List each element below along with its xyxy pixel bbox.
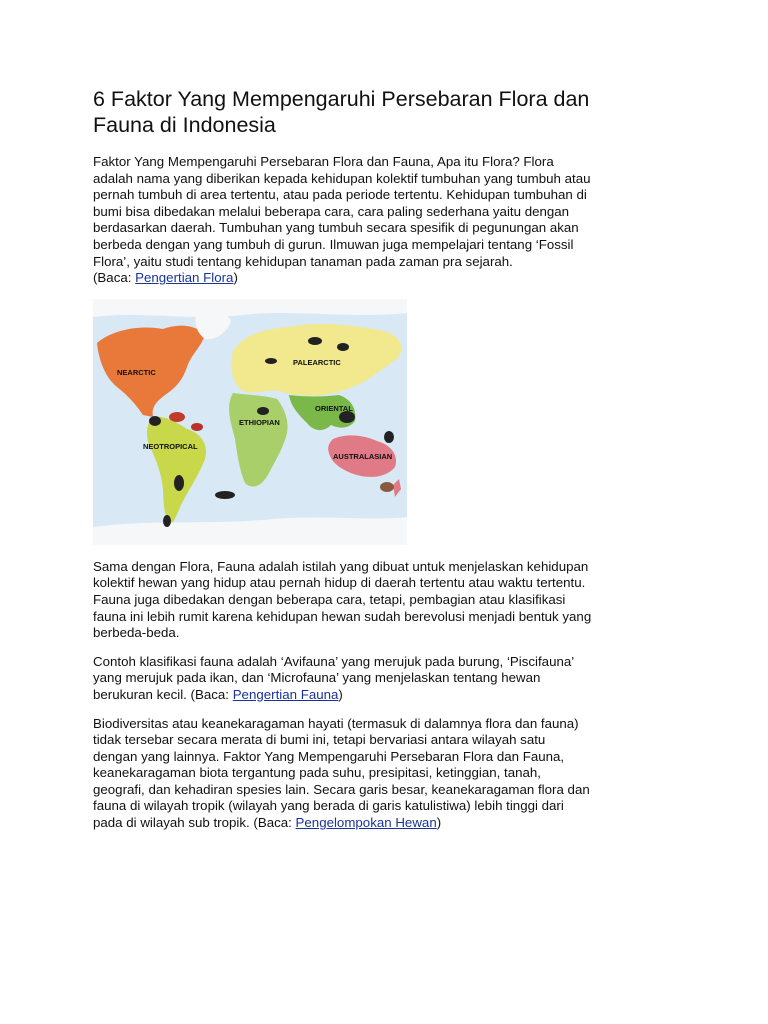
kiwi-icon — [380, 482, 394, 492]
baca-prefix: pada di wilayah sub tropik. (Baca: — [93, 815, 296, 831]
text-line: geografi, dan kehadiran spesies lain. Secara garis besar, keanekaragaman flora dan — [93, 781, 590, 797]
text-line — [93, 815, 683, 832]
text-line: Fauna juga dibedakan dengan beberapa cara, tetapi, pembagian atau klasifikasi — [93, 591, 566, 607]
text-line: Biodiversitas atau keanekaragaman hayati (termasuk di dalamnya flora dan fauna) — [93, 715, 579, 731]
text-line: keanekaragaman biota tergantung pada suhu, presipitasi, ketinggian, tanah, — [93, 765, 541, 781]
label-neotropical: NEOTROPICAL — [143, 441, 198, 451]
text-line: dengan yang lainnya. Faktor Yang Mempengaruhi Persebaran Flora dan Fauna, — [93, 748, 565, 764]
zoogeographic-world-map — [93, 299, 407, 545]
title-line: 6 Faktor Yang Mempengaruhi Persebaran Flora dan — [93, 87, 590, 111]
bird-icon — [337, 343, 349, 351]
bird-icon — [257, 407, 269, 415]
text-line: berdasarkan daerah. Tumbuhan yang tumbuh secara spesifik di pegunungan akan — [93, 220, 579, 236]
text-line: Sama dengan Flora, Fauna adalah istilah yang dibuat untuk menjelaskan kehidupan — [93, 558, 589, 574]
bird-icon — [308, 337, 322, 345]
label-australasian: AUSTRALASIAN — [333, 451, 393, 461]
baca-suffix: ) — [436, 815, 442, 831]
albatross-icon — [215, 491, 235, 499]
parrot-icon — [169, 412, 185, 422]
link-pengertian-fauna[interactable]: Pengertian Fauna — [232, 686, 339, 702]
text-line: berbeda-beda. — [93, 625, 180, 641]
text-line — [93, 270, 683, 287]
paragraph-biodiversitas — [93, 716, 683, 832]
baca-prefix: (Baca: — [93, 270, 136, 286]
paragraph-fauna — [93, 559, 683, 642]
text-line: fauna ini lebih rumit karena kehidupan hewan sudah berevolusi menjadi bentuk yang — [93, 608, 592, 624]
penguin-icon — [174, 475, 184, 491]
text-line: yang merujuk pada ikan, dan ‘Microfauna’ yang menjelaskan tentang hewan — [93, 670, 541, 686]
toucan-icon — [149, 416, 161, 426]
bird-icon — [265, 358, 277, 364]
article-title — [93, 86, 683, 138]
text-line: pernah tumbuh di area tertentu, atau pada periode tertentu. Kehidupan tumbuhan di — [93, 187, 587, 203]
bird-icon — [384, 431, 394, 443]
text-line: adalah nama yang diberikan kepada kehidupan kolektif tumbuhan yang tumbuh atau — [93, 170, 591, 186]
text-line — [93, 687, 683, 704]
text-line: kolektif hewan yang hidup atau pernah hidup di daerah tertentu atau waktu tertentu. — [93, 575, 586, 591]
penguin-icon — [163, 515, 171, 527]
text-line: bumi bisa dibedakan melalui beberapa cara, cara paling sederhana yaitu dengan — [93, 203, 570, 219]
link-pengertian-flora[interactable]: Pengertian Flora — [135, 270, 234, 286]
paragraph-flora — [93, 154, 683, 287]
text-line: berbeda dengan yang tumbuh di gurun. Ilmuwan juga mempelajari tentang ‘Fossil — [93, 236, 574, 252]
label-nearctic: NEARCTIC — [117, 367, 156, 377]
document-page — [93, 86, 683, 844]
label-palearctic: PALEARCTIC — [293, 357, 341, 367]
text-line: fauna di wilayah tropik (wilayah yang berada di garis katulistiwa) lebih tinggi dari — [93, 798, 564, 814]
text-line: tidak tersebar secara merata di bumi ini, tetapi bervariasi antara wilayah satu — [93, 732, 546, 748]
bird-icon — [191, 423, 203, 431]
link-pengelompokan-hewan[interactable]: Pengelompokan Hewan — [295, 815, 437, 831]
title-line: Fauna di Indonesia — [93, 113, 276, 137]
map-image — [93, 299, 407, 545]
label-oriental: ORIENTAL — [315, 403, 353, 413]
text-line: Faktor Yang Mempengaruhi Persebaran Flora dan Fauna, Apa itu Flora? Flora — [93, 154, 554, 169]
text-line: Flora’, yaitu studi tentang kehidupan tanaman pada zaman pra sejarah. — [93, 253, 513, 269]
baca-prefix: berukuran kecil. (Baca: — [93, 686, 233, 702]
label-ethiopian: ETHIOPIAN — [239, 417, 280, 427]
baca-suffix: ) — [338, 686, 343, 702]
baca-suffix: ) — [233, 270, 238, 286]
text-line: Contoh klasifikasi fauna adalah ‘Avifauna’ yang merujuk pada burung, ‘Piscifauna’ — [93, 653, 575, 669]
paragraph-klasifikasi-fauna — [93, 654, 683, 704]
